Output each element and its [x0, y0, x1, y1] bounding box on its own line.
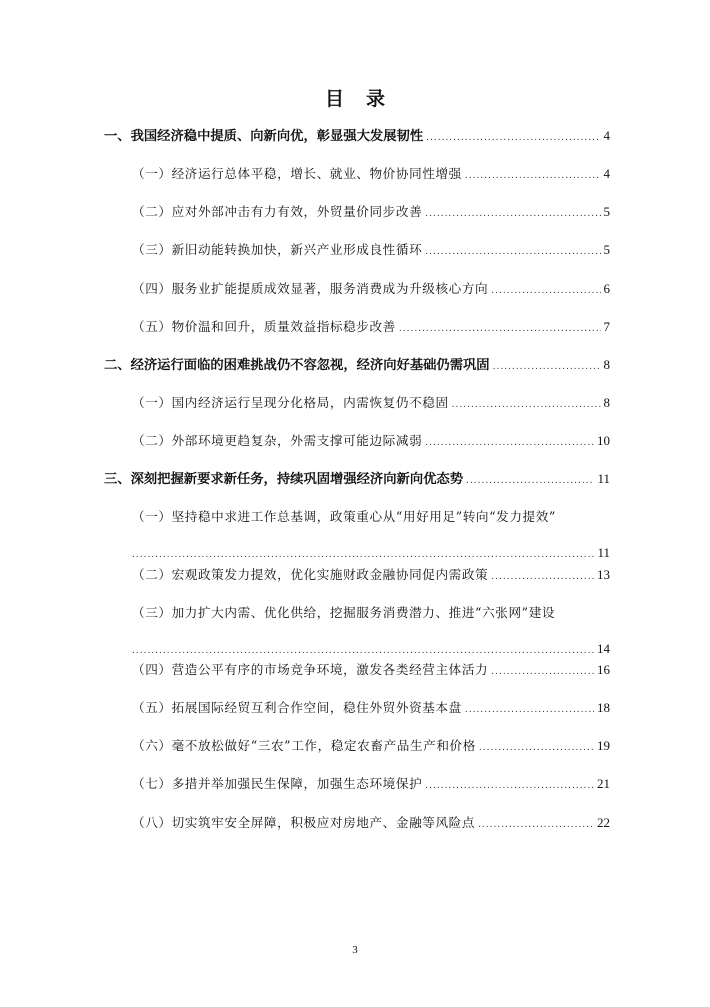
toc-entry-page: 6	[603, 281, 610, 296]
toc-entry-page: 8	[603, 395, 610, 410]
toc-entry[interactable]	[104, 355, 610, 375]
toc-entry-text: （二）宏观政策发力提效，优化实施财政金融协同促内需政策	[132, 567, 489, 582]
toc-entry-text: （六）毫不放松做好“三农”工作，稳定农畜产品生产和价格	[132, 738, 476, 753]
dot-leader	[132, 545, 594, 565]
toc-entry[interactable]	[132, 202, 610, 222]
toc-entry-page: 19	[597, 738, 610, 753]
toc-entry[interactable]	[132, 774, 610, 794]
toc-entry[interactable]	[104, 126, 610, 146]
toc-entry[interactable]	[132, 813, 610, 833]
toc-entry-text: （八）切实筑牢安全屏障，积极应对房地产、金融等风险点	[132, 815, 476, 830]
dot-leader	[491, 281, 600, 301]
dot-leader	[478, 815, 594, 835]
toc-entry-page: 5	[603, 204, 610, 219]
toc-entry-page: 16	[597, 662, 610, 677]
dot-leader	[425, 776, 594, 796]
dot-leader	[465, 166, 601, 186]
toc-entry-text: （一）经济运行总体平稳，增长、就业、物价协同性增强	[132, 166, 462, 181]
dot-leader	[132, 641, 594, 661]
toc-entry[interactable]	[132, 603, 610, 659]
toc-entry-page: 5	[603, 242, 610, 257]
toc-entry-text: （二）外部环境更趋复杂，外需支撑可能边际减弱	[132, 433, 423, 448]
toc-entry-page: 11	[597, 545, 610, 560]
toc-entry-text: （四）营造公平有序的市场竞争环境，激发各类经营主体活力	[132, 662, 489, 677]
toc-entry-text: （四）服务业扩能提质成效显著，服务消费成为升级核心方向	[132, 281, 489, 296]
toc-entry[interactable]	[132, 279, 610, 299]
toc-entry-text: （五）拓展国际经贸互利合作空间，稳住外贸外资基本盘	[132, 700, 462, 715]
toc-entry[interactable]	[132, 164, 610, 184]
dot-leader	[493, 357, 601, 377]
toc-entry-text: （五）物价温和回升，质量效益指标稳步改善	[132, 319, 396, 334]
toc-entry-page: 8	[603, 357, 610, 372]
toc-entry-text: （三）加力扩大内需、优化供给，挖掘服务消费潜力、推进“六张网”建设	[132, 605, 556, 620]
toc-entry-page: 22	[597, 815, 610, 830]
toc-entry[interactable]	[132, 660, 610, 680]
toc-entry-text: （二）应对外部冲击有力有效，外贸量价同步改善	[132, 204, 423, 219]
dot-leader	[425, 204, 600, 224]
dot-leader	[465, 700, 594, 720]
toc-entry-page: 18	[597, 700, 610, 715]
toc-entry[interactable]	[132, 507, 610, 563]
toc-entry[interactable]	[132, 431, 610, 451]
dot-leader	[425, 242, 600, 262]
toc-title: 目录	[324, 88, 407, 110]
toc-entry-text: 三、深刻把握新要求新任务，持续巩固增强经济向新向优态势	[104, 472, 464, 487]
dot-leader	[466, 471, 594, 491]
toc-entry-page: 10	[597, 433, 610, 448]
toc-entry-text: （三）新旧动能转换加快，新兴产业形成良性循环	[132, 242, 423, 257]
toc-entry-page: 4	[603, 166, 610, 181]
dot-leader	[425, 433, 594, 453]
toc-entry[interactable]	[132, 240, 610, 260]
toc-entry-text: （七）多措并举加强民生保障，加强生态环境保护	[132, 776, 423, 791]
dot-leader	[479, 738, 594, 758]
toc-entry[interactable]	[132, 393, 610, 413]
toc-entry-page: 21	[597, 776, 610, 791]
toc-entry-page: 11	[597, 471, 610, 486]
dot-leader	[426, 128, 600, 148]
dot-leader	[491, 567, 594, 587]
toc-entry[interactable]	[104, 469, 610, 489]
dot-leader	[491, 662, 594, 682]
toc-entry-text: 二、经济运行面临的困难挑战仍不容忽视，经济向好基础仍需巩固	[104, 358, 490, 373]
dot-leader	[399, 319, 601, 339]
toc-entry-page: 13	[597, 567, 610, 582]
toc-entry-text: （一）国内经济运行呈现分化格局，内需恢复仍不稳固	[132, 395, 449, 410]
toc-entry-page: 14	[597, 641, 610, 656]
toc-entry[interactable]	[132, 317, 610, 337]
toc-entry[interactable]	[132, 698, 610, 718]
toc-entry-page: 4	[603, 128, 610, 143]
toc-entry[interactable]	[132, 736, 610, 756]
toc-entry[interactable]	[132, 565, 610, 585]
toc-entry-text: （一）坚持稳中求进工作总基调，政策重心从“用好用足”转向“发力提效”	[132, 509, 556, 524]
page-number: 3	[352, 944, 358, 956]
toc-entry-text: 一、我国经济稳中提质、向新向优，彰显强大发展韧性	[104, 129, 424, 144]
toc-entry-page: 7	[603, 319, 610, 334]
dot-leader	[452, 395, 601, 415]
